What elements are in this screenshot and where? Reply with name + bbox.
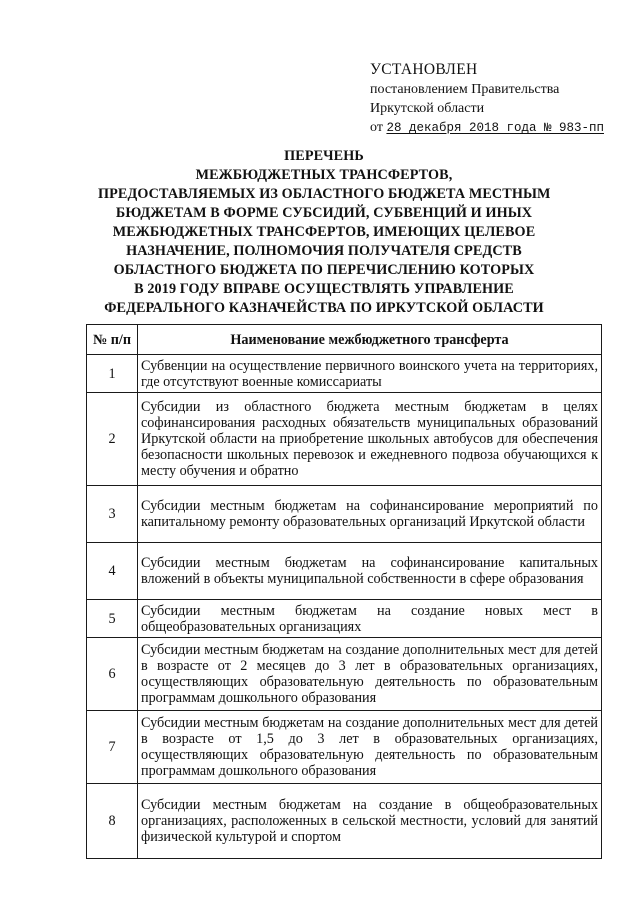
header-number: № п/п xyxy=(87,325,138,355)
table-row xyxy=(87,711,602,784)
table-row xyxy=(87,543,602,600)
table-header-row xyxy=(87,325,602,355)
table-row xyxy=(87,638,602,711)
document-title xyxy=(98,147,550,318)
table-row xyxy=(87,355,602,393)
row-text: Субсидии местным бюджетам на создание новых мест в общеобразовательных организациях xyxy=(138,600,602,638)
title-line: ОБЛАСТНОГО БЮДЖЕТА ПО ПЕРЕЧИСЛЕНИЮ КОТОРЫХ xyxy=(113,262,535,278)
row-text: Субсидии из областного бюджета местным бюджетам в целях софинансирования расходных обязательств муниципальных образований Иркутской области на приобретение школьных автобусов для обеспечения безопасности школьных перевозок и ежедневного подвоза обучающихся к месту обучения и обратно xyxy=(138,393,602,486)
row-number: 4 xyxy=(87,543,138,600)
row-number: 7 xyxy=(87,711,138,784)
approval-date-line xyxy=(370,118,632,138)
title-line: В 2019 ГОДУ ВПРАВЕ ОСУЩЕСТВЛЯТЬ УПРАВЛЕНИЕ xyxy=(134,281,514,297)
approval-line-1: постановлением Правительства xyxy=(370,82,560,97)
title-line: ФЕДЕРАЛЬНОГО КАЗНАЧЕЙСТВА ПО ИРКУТСКОЙ ОБЛАСТИ xyxy=(104,300,544,316)
row-text: Субвенции на осуществление первичного воинского учета на территориях, где отсутствуют военные комиссариаты xyxy=(138,355,602,393)
row-text: Субсидии местным бюджетам на софинансирование мероприятий по капитальному ремонту образовательных организаций Иркутской области xyxy=(138,486,602,543)
table-row xyxy=(87,600,602,638)
row-number: 6 xyxy=(87,638,138,711)
row-number: 8 xyxy=(87,784,138,859)
title-line: ПЕРЕЧЕНЬ xyxy=(284,148,364,164)
approval-date-number: 28 декабря 2018 года № 983-пп xyxy=(386,121,604,135)
approval-stamp xyxy=(370,60,632,138)
table-row xyxy=(87,784,602,859)
table-row xyxy=(87,393,602,486)
transfers-table xyxy=(86,324,602,859)
title-line: НАЗНАЧЕНИЕ, ПОЛНОМОЧИЯ ПОЛУЧАТЕЛЯ СРЕДСТВ xyxy=(126,243,522,259)
row-text: Субсидии местным бюджетам на софинансирование капитальных вложений в объекты муниципальной собственности в сфере образования xyxy=(138,543,602,600)
approval-line-2: Иркутской области xyxy=(370,101,485,116)
row-text: Субсидии местным бюджетам на создание дополнительных мест для детей в возрасте от 1,5 до 3 лет в образовательных организациях, осуществляющих образовательную деятельность по образовательным программам дошкольного образования xyxy=(138,711,602,784)
row-number: 5 xyxy=(87,600,138,638)
title-line: МЕЖБЮДЖЕТНЫХ ТРАНСФЕРТОВ, xyxy=(195,167,453,183)
approval-heading: УСТАНОВЛЕН xyxy=(370,61,478,78)
row-text: Субсидии местным бюджетам на создание в общеобразовательных организациях, расположенных в сельской местности, условий для занятий физической культурой и спортом xyxy=(138,784,602,859)
row-number: 1 xyxy=(87,355,138,393)
header-name: Наименование межбюджетного трансферта xyxy=(138,325,602,355)
approval-date-prefix: от xyxy=(370,120,383,135)
row-text: Субсидии местным бюджетам на создание дополнительных мест для детей в возрасте от 2 месяцев до 3 лет в образовательных организациях, осуществляющих образовательную деятельность по образовательным программам дошкольного образования xyxy=(138,638,602,711)
row-number: 2 xyxy=(87,393,138,486)
title-line: МЕЖБЮДЖЕТНЫХ ТРАНСФЕРТОВ, ИМЕЮЩИХ ЦЕЛЕВОЕ xyxy=(112,224,536,240)
title-line: ПРЕДОСТАВЛЯЕМЫХ ИЗ ОБЛАСТНОГО БЮДЖЕТА МЕСТНЫМ xyxy=(98,186,551,202)
row-number: 3 xyxy=(87,486,138,543)
title-line: БЮДЖЕТАМ В ФОРМЕ СУБСИДИЙ, СУБВЕНЦИЙ И ИНЫХ xyxy=(115,205,533,221)
table-row xyxy=(87,486,602,543)
